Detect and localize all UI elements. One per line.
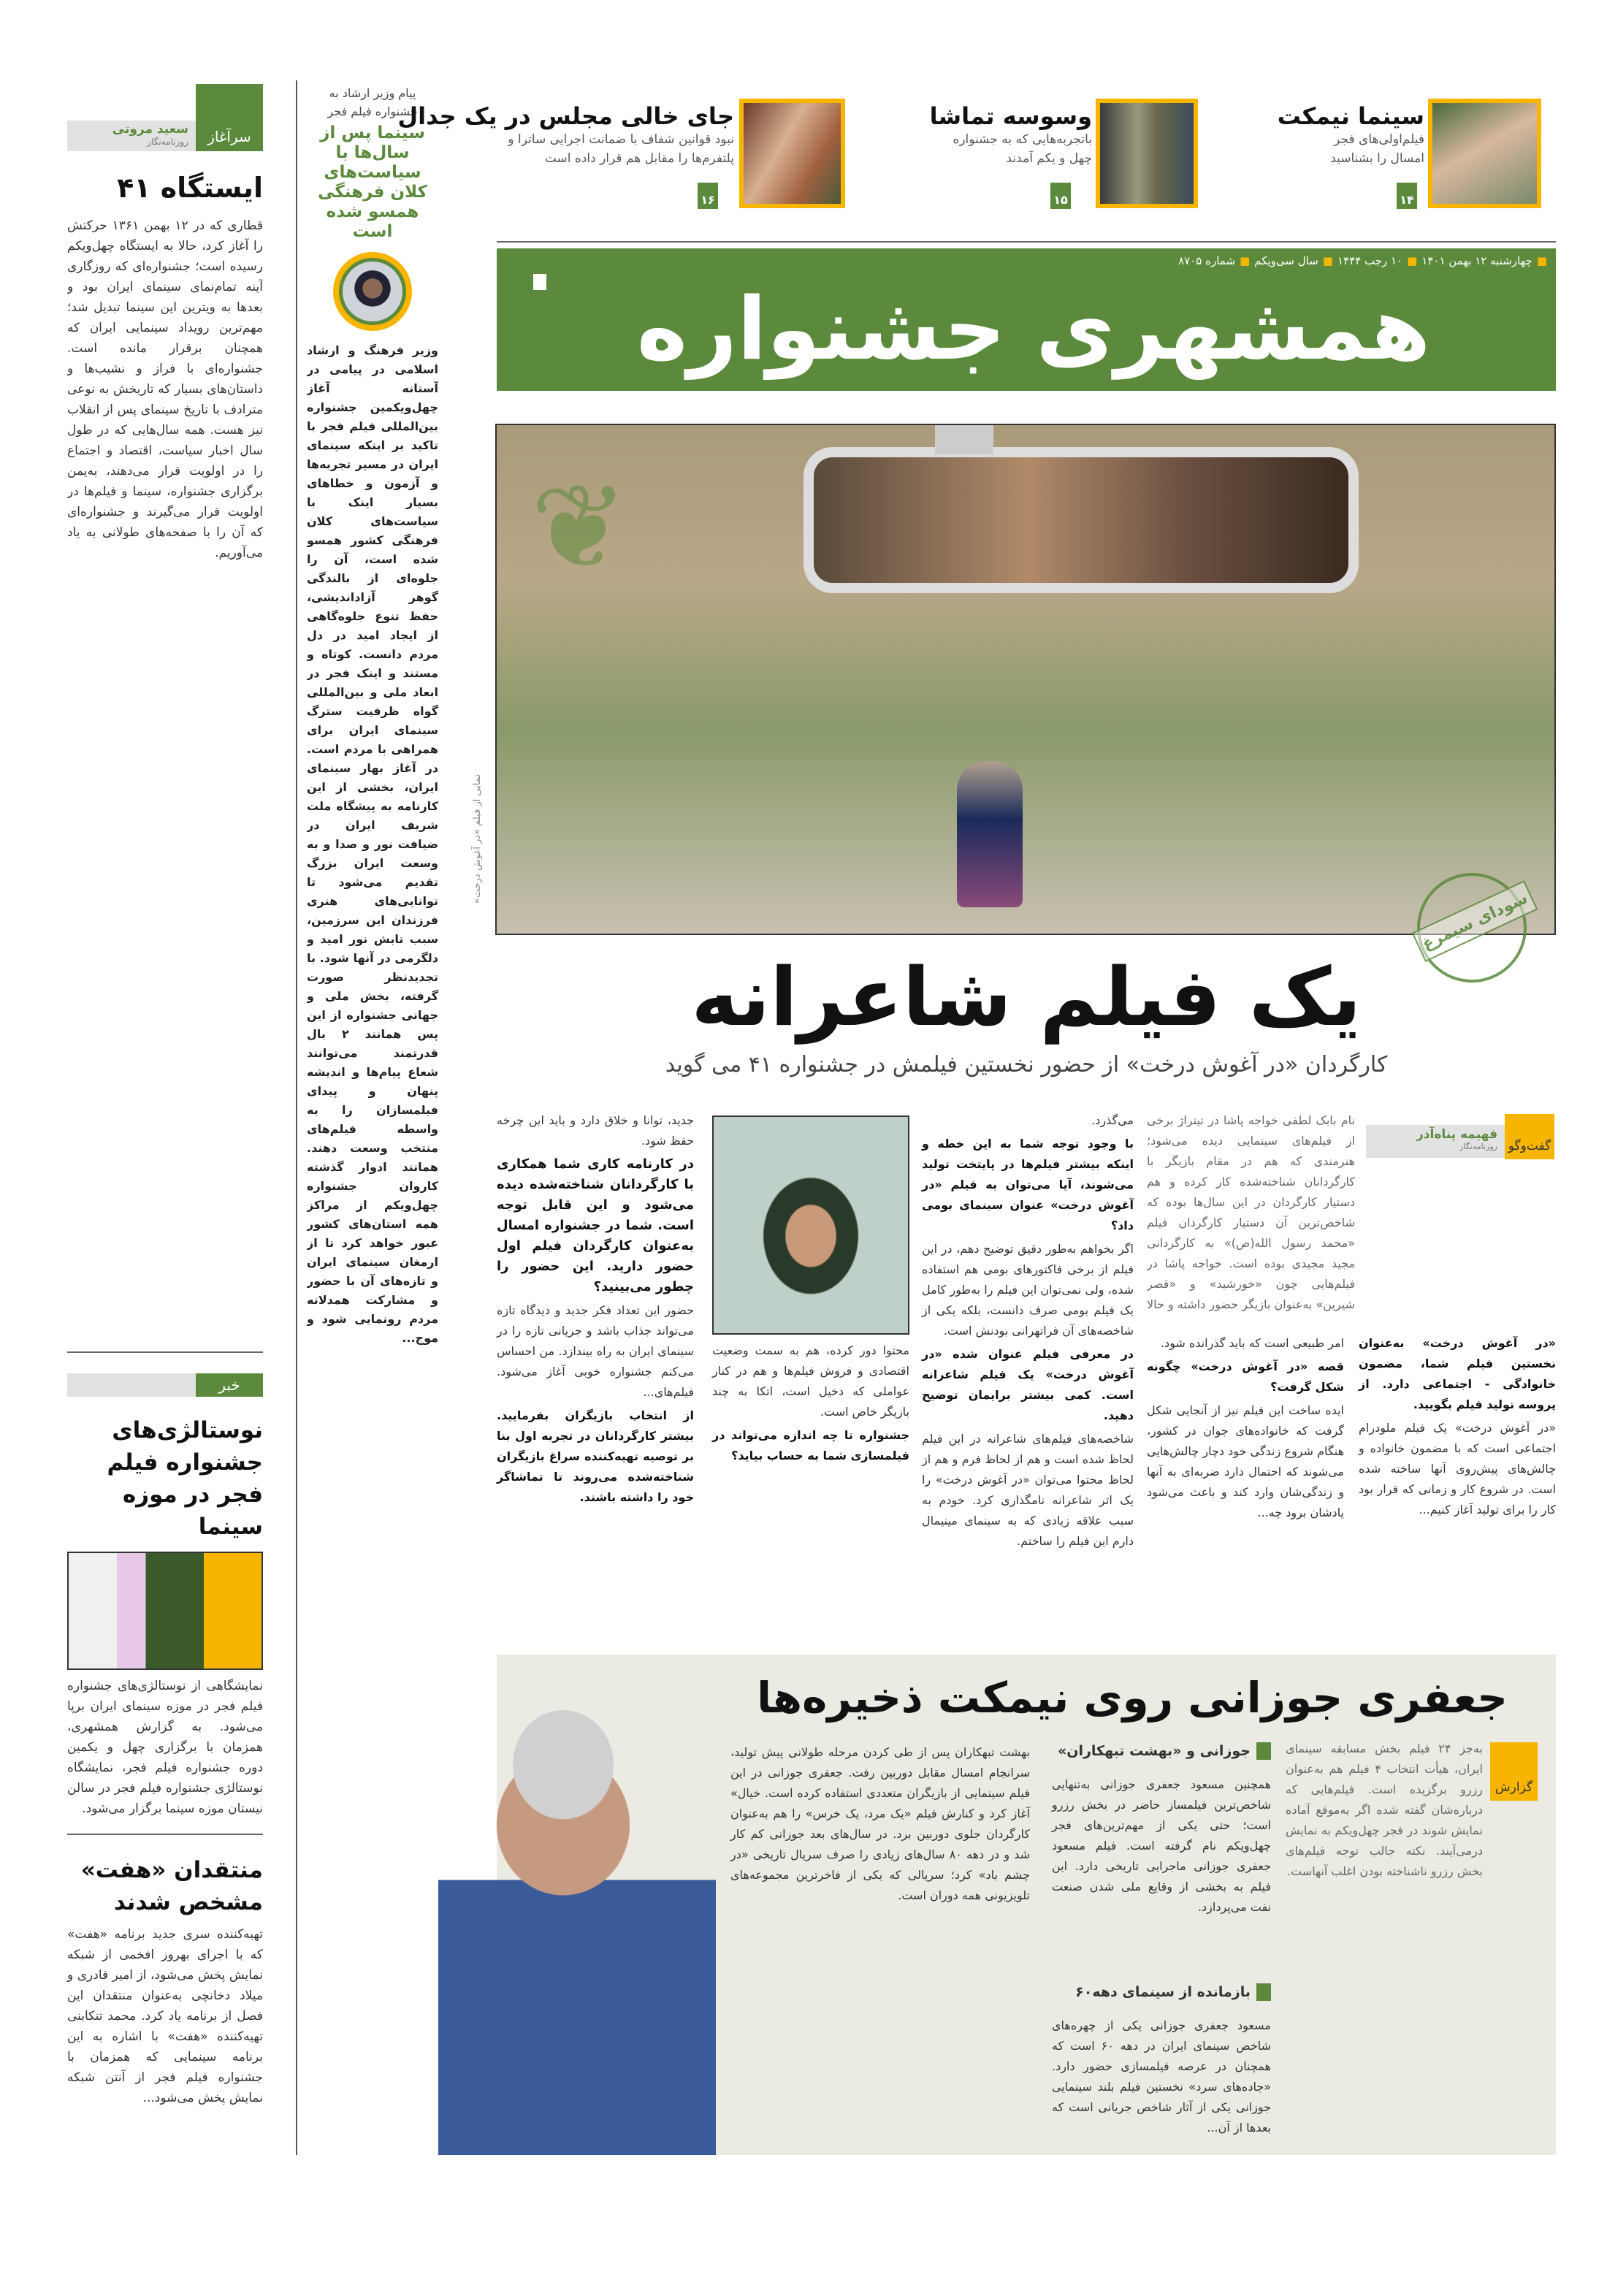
teaser-page-number: ۱۶ [698,183,718,209]
minister-body: وزیر فرهنگ و ارشاد اسلامی در پیامی در آستانه آغاز چهل‌ویکمین جشنواره بین‌المللی فیلم فجر با تاکید بر اینکه سینمای ایران در مسیر تجربه‌ها و آزمون و خطاهای بسیار اینک با سیاست‌های کلان فرهنگی کشور همسو شده است، آن را جلوه‌ای از بالندگی گوهر آزاداندیشی، حفظ تنوع جلوه‌گاهی از ایجاد امید در دل مردم دانست. کوتاه و مستند و اینک فجر در ابعاد ملی و بین‌المللی گواه ظرفیت سترگ سینمای ایران برای همراهی با مردم است. در آغاز بهار سینمای ایران، بخشی از این کارنامه به پیشگاه ملت شریف ایران در ضیافت نور و صدا و به وسعت ایران بزرگ تقدیم می‌شود تا توانایی‌های هنری فرزندان این سرزمین، سبب تابش نور امید و دلگرمی در آنها شود. با تجدیدنظر صورت گرفته، بخش ملی و جهانی جشنواره از این پس همانند ۲ بال قدرتمند می‌توانند شعاع پیام‌ها و اندیشه پنهان و پیدای فیلمسازان را به واسطه فیلم‌های منتخب وسعت دهند. همانند ادوار گذشته کاروان جشنواره چهل‌ویکم از مراکز همه استان‌های کشور عبور خواهد کرد تا از ارمغان سینمای ایران و تازه‌های آن با حضور و مشارکت همدلانه مردم رونمایی شود و موج... [307,343,438,1345]
mirror-mount [935,425,993,454]
masthead-logo: همشهری جشنواره [636,278,1431,379]
answer: ایده ساخت این فیلم نیز از آنجایی شکل گرفت که خانواده‌های جوان در کشور، هنگام شروع زندگی خود دچار چالش‌هایی می‌شوند که احتمال دارد ضربه‌ای به آنها و زندگی‌شان وارد کند و باعث می‌شود یادشان برود چه... [1147,1403,1344,1519]
photo-caption: نمایی از فیلم «در آغوش درخت» [472,774,483,904]
question: در معرفی فیلم عنوان شده «در آغوش درخت» یک فیلم شاعرانه است. کمی بیشتر برایمان توضیح دهید. [922,1347,1134,1422]
teaser-title: سینما نیمکت [1277,102,1424,130]
section-tag-interview: گفت‌وگو [1505,1114,1554,1159]
interview-column-5 [497,1110,694,1511]
interview-column-2 [1147,1333,1344,1526]
stamp-text: سودای سیمرغ [1412,880,1538,962]
section-tag-report: گزارش [1490,1742,1538,1801]
opening-body: قطاری که در ۱۲ بهمن ۱۳۶۱ حرکتش را آغاز کرد، حالا به ایستگاه چهل‌ویکم رسیده است؛ جشنواره‌ای که روزگاری آینه تمام‌نمای سینمای ایران بود و بعدها به ویترین این سینما تبدیل شد؛ مهم‌ترین رویداد سینمایی ایران که همچنان برقرار مانده است. جشنواره‌ای با فراز و نشیب‌ها و داستان‌های بسیار که تاریخش به نوعی مترادف با تاریخ سینمای پس از انقلاب نیز هست. همه سال‌هایی که در طول سال اخبار سیاست، اقتصاد و اجتماع را در اولویت قرار می‌دهند، به‌یمن برگزاری جشنواره، سینما و فیلم‌ها در اولویت قرار می‌گیرند و جشنواره‌ای که آن را با صفحه‌های طولانی به یاد می‌آوریم. [67,218,263,560]
teaser-page-number: ۱۵ [1050,183,1071,209]
masthead [497,248,1556,391]
rearview-mirror [804,447,1359,593]
report-intro: به‌جز ۲۴ فیلم بخش مسابقه سینمای ایران، هیأت انتخاب ۴ فیلم هم به‌عنوان رزرو برگزیده است. فیلم‌هایی که درباره‌شان گفته شده اگر به‌موقع آماده نمایش شوند در فجر چهل‌ویکم به نمایش درمی‌آیند. نکته جالب توجه فیلم‌های بخش رزرو ناشناخته بودن اغلب آنهاست. [1286,1742,1483,1878]
issue-year: سال سی‌ویکم [1254,254,1318,267]
answer: می‌گذرد. [1091,1113,1134,1127]
question: قصه «در آغوش درخت» چگونه شکل گرفت؟ [1147,1359,1344,1394]
answer: جدید، توانا و خلاق دارد و باید این چرخه حفظ شود. [497,1113,694,1148]
bottom-headline: جعفری جوزانی روی نیمکت ذخیره‌ها [757,1673,1508,1723]
subhead-marker-icon [1256,1742,1271,1760]
question: از انتخاب بازیگران بفرمایید. بیشتر کارگردانان در تجربه اول بنا بر توصیه تهیه‌کننده سراغ بازیگران شناخته‌شده می‌روند تا تماشاگر خود را داشته باشند. [497,1408,694,1504]
critics-body: تهیه‌کننده سری جدید برنامه «هفت» که با اجرای بهروز افخمی از شبکه نمایش پخش می‌شود، از امیر قادری و میلاد دخانچی به‌عنوان منتقدان این فصل از برنامه یاد کرد. محمد تنکابنی تهیه‌کننده «هفت» با اشاره به این برنامه سینمایی که همزمان با جشنواره فیلم فجر از آنتن شبکه نمایش پخش می‌شود... [67,1927,263,2105]
section-tag-news: خبر [196,1373,263,1397]
answer: حضور این تعداد فکر جدید و دیدگاه تازه می‌تواند جذاب باشد و جریانی تازه را در سینمای ایران به راه بیندازد. من احساس می‌کنم جشنواره خوبی آغاز می‌شود. فیلم‌های... [497,1303,694,1399]
minister-photo [333,252,412,331]
main-story-photo [495,424,1556,935]
news-headline: نوستالژی‌های جشنواره فیلم فجر در موزه سینما [107,1417,263,1540]
minister-kicker: پیام وزیر ارشاد به جشنواره فیلم فجر [327,86,418,118]
opening-headline: ایستگاه ۴۱ [117,172,263,204]
museum-exhibit-image [67,1552,263,1670]
author-role: روزنامه‌نگار [147,137,188,147]
issue-info: ■ چهارشنبه ۱۲ بهمن ۱۴۰۱ ■ ۱۰ رجب ۱۴۴۴ ■ سال سی‌ویکم ■ شماره ۸۷۰۵ [1178,254,1547,267]
main-subheadline: کارگردان «در آغوش درخت» از حضور نخستین فیلمش در جشنواره ۴۱ می گوید [665,1052,1388,1078]
issue-number: شماره ۸۷۰۵ [1178,254,1236,267]
main-headline: یک فیلم شاعرانه [691,950,1362,1044]
teaser-photo-2 [1096,99,1198,208]
teaser-page-number: ۱۴ [1397,183,1417,209]
report-column-3: بهشت تبهکاران پس از طی کردن مرحله طولانی پیش تولید، سرانجام امسال مقابل دوربین رفت. جعفری جوزانی در این فیلم سینمایی از بازیگران متعددی استفاده کرده است. خیال» آغاز کرد و کنارش فیلم «یک مرد، یک خرس» را هم به‌عنوان کارگردان جلوی دوربین برد. در سال‌های بعد جوزانی کم کار شد و در دهه ۸۰ سال‌های زیادی را صرف سریال تاریخی «در چشم باد» کرد؛ سریالی که یکی از فاخرترین مجموعه‌های تلویزیونی همه دوران است. [730,1745,1031,1902]
subhead: جوزانی و «بهشت تبهکاران» [1057,1743,1251,1759]
answer: امر طبیعی است که باید گذرانده شود. [1160,1336,1344,1350]
section-tag-opening: سرآغاز [196,84,263,151]
critics-headline: منتقدان «هفت» مشخص شدند [80,1857,263,1915]
teaser-3[interactable] [397,102,734,168]
column-divider [296,80,297,2155]
subhead: بازمانده از سینمای دهه۶۰ [1075,1984,1251,2000]
teaser-1[interactable] [1277,102,1424,168]
answer: «در آغوش درخت» یک فیلم ملودرام اجتماعی است که با مضمون خانواده و چالش‌های پیش‌روی آنها ساخته شده است. در شروع کار و زمانی که قرار بود کار را برای تولید آغاز کنیم... [1359,1421,1556,1517]
divider [67,1351,263,1353]
teaser-title: وسوسه تماشا [929,102,1092,130]
issue-date: چهارشنبه ۱۲ بهمن ۱۴۰۱ [1421,254,1532,267]
byline [67,121,196,151]
subhead-marker-icon [1256,1983,1271,2001]
teaser-subtitle: فیلم‌اولی‌های فجر امسال را بشناسید [1330,132,1424,166]
teaser-photo-1 [1428,99,1541,208]
question: «در آغوش درخت» به‌عنوان نخستین فیلم شما، مضمون خانوادگی - اجتماعی دارد. از پروسه تولید فیلم بگویید. [1359,1336,1556,1411]
news-body: نمایشگاهی از نوستالژی‌های جشنواره فیلم فجر در موزه سینمای ایران برپا می‌شود. به گزارش همشهری، همزمان با برگزاری چهل و یکمین دوره جشنواره فیلم فجر، نمایشگاه نوستالژی جشنواره فیلم فجر در سالن نیستان موزه سینما برگزار می‌شود. [67,1679,263,1816]
author-name: فهیمه پناه‌آذر [1416,1127,1497,1142]
interview-column-3 [922,1110,1134,1555]
interviewee-photo [712,1115,909,1335]
report-column-2 [1052,1742,1271,2138]
minister-column [307,84,438,2148]
issue-hijri-date: ۱۰ رجب ۱۴۴۴ [1337,254,1403,267]
byline [1366,1125,1505,1158]
woman-figure [957,761,1023,907]
question: با وجود توجه شما به این خطه و اینکه بیشتر فیلم‌ها در پایتخت تولید می‌شوند، آیا می‌توان به فیلم «در آغوش درخت» عنوان سینمای بومی داد؟ [922,1137,1134,1232]
teaser-photo-3 [739,99,845,208]
author-role: روزنامه‌نگار [1459,1142,1497,1151]
simorgh-logo-icon: ❦ [530,459,628,595]
answer: شاخصه‌های فیلم‌های شاعرانه در این فیلم لحاظ شده است و هم از لحاظ فرم و هم از لحاظ محتوا می‌توان «در آغوش درخت» را یک اثر شاعرانه نامگذاری کرد. خودم به سبب علاقه زیادی که به سینمای مینیمال دارم این فیلم را ساختم. [922,1432,1134,1548]
minister-headline: سینما پس از سال‌ها با سیاست‌های کلان فرهنگی همسو شده است [318,123,427,241]
divider [497,241,1556,243]
answer: محتوا دور کرده، هم به سمت وضعیت اقتصادی و فروش فیلم‌ها و هم در کنار عواملی که دخیل است، اتکا به چند بازیگر خاص است. [712,1343,909,1419]
question: جشنواره تا چه اندازه می‌تواند در فیلمسازی شما به حساب بیاید؟ [712,1428,909,1462]
divider [67,1834,263,1835]
teaser-2[interactable] [928,102,1092,168]
teaser-subtitle: نبود قوانین شفاف با ضمانت اجرایی ساترا و پلتفرم‌ها را مقابل هم قرار داده است [508,132,734,166]
teaser-subtitle: باتجربه‌هایی که به جشنواره چهل و یکم آمدند [953,132,1092,166]
subhead-body: مسعود جعفری جوزانی یکی از چهره‌های شاخص سینمای ایران در دهه ۶۰ است که همچنان در عرصه فیلمسازی حضور دارد. «جاده‌های سرد» نخستین فیلم بلند سینمایی جوزانی یکی از آثار شاخص جریانی است که بعدها از آن... [1052,2018,1272,2135]
interview-column-4 [712,1340,909,1469]
interview-column-1 [1359,1333,1556,1523]
subhead-body: همچنین مسعود جعفری جوزانی به‌تنهایی شاخص‌ترین فیلمساز حاضر در بخش رزرو است؛ حتی یکی از مهم‌ترین‌های فجر چهل‌ویکم نام گرفته است. فیلم مسعود جعفری جوزانی ماجرایی تاریخی دارد. این فیلم به بخشی از وقایع ملی شدن صنعت نفت می‌پردازد. [1052,1777,1271,1914]
teaser-title: جای خالی مجلس در یک جدال [397,102,734,130]
news-tag-bar [67,1373,263,1397]
question: در کارنامه کاری شما همکاری با کارگردانان شناخته‌شده دیده می‌شود و این قابل توجه است. شما در جشنواره امسال به‌عنوان کارگردان فیلم اول حضور دارید. این حضور را چطور می‌بینید؟ [497,1156,694,1294]
logo-mark [533,274,546,290]
left-lower-stack [67,1351,263,2108]
answer: اگر بخواهم به‌طور دقیق توضیح دهم، در این فیلم از برخی فاکتورهای بومی هم استفاده شده، ولی نمی‌توان این فیلم را به‌طور کامل یک فیلم بومی صرف دانست، بلکه یکی از شاخصه‌های آن فراتهرانی بودنش است. [922,1242,1134,1338]
interview-intro: نام بابک لطفی خواجه پاشا در تیتراژ برخی از فیلم‌های سینمایی دیده می‌شود؛ هنرمندی که هم در مقام بازیگر با کارگردانان شناخته‌شده کار کرده و هم دستیار کارگردان در این سال‌ها بوده که شاخص‌ترین آن دستیار کارگردان فیلم «محمد رسول الله(ص)» به کارگردانی مجید مجیدی بوده است. خواجه پاشا در فیلم‌هایی چون «خورشید» و «قصر شیرین» به‌عنوان بازیگر حضور داشته و حالا [1147,1113,1355,1311]
jozani-portrait [438,1655,716,2155]
author-name: سعید مروتی [112,122,188,137]
